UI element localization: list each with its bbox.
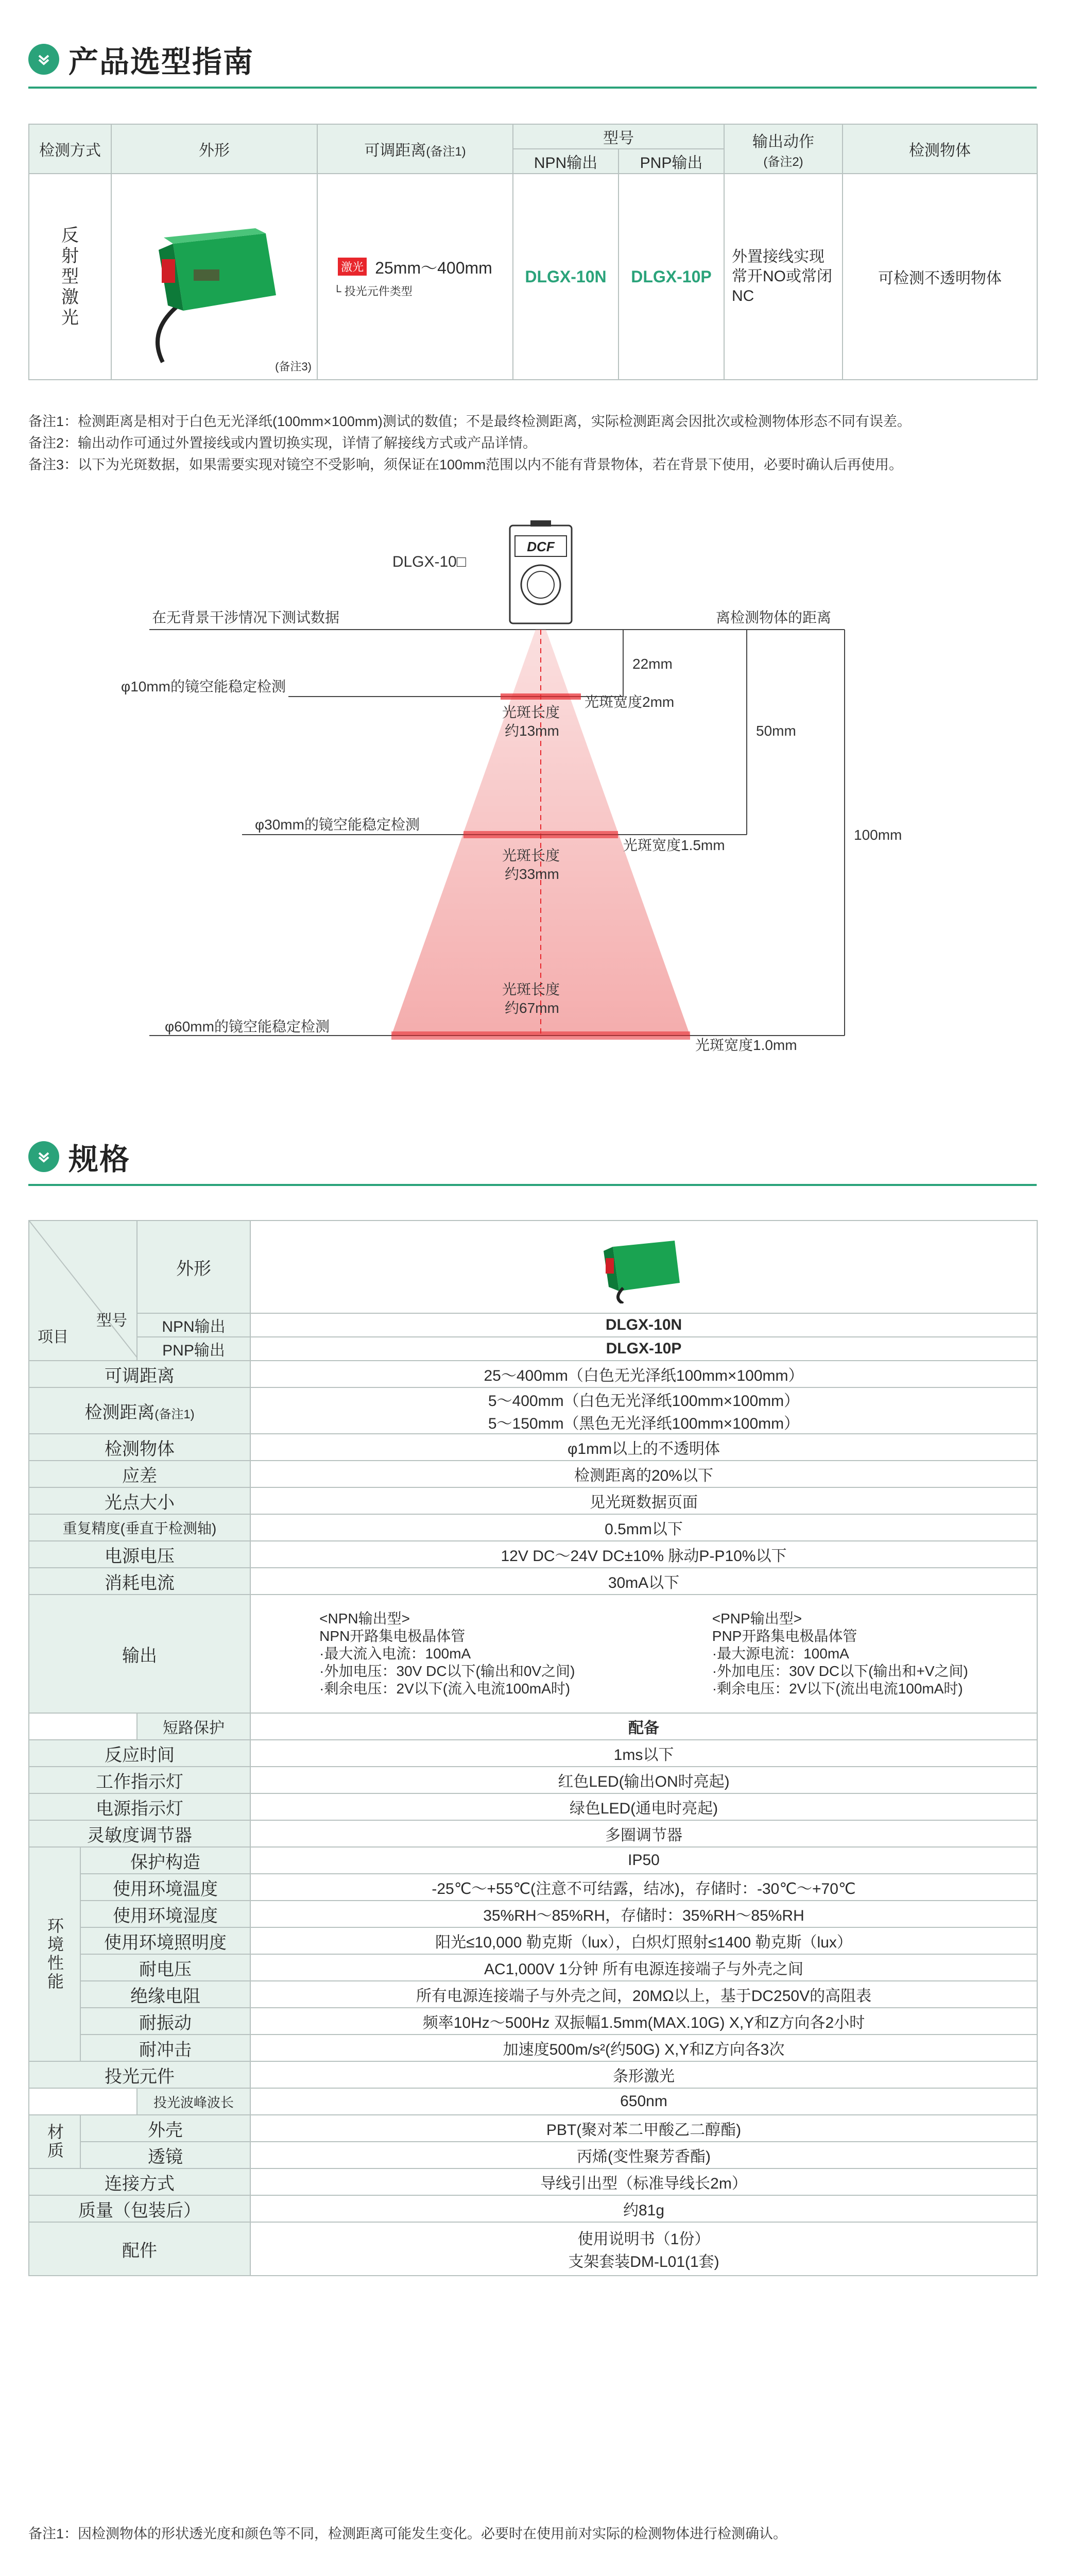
row-value: 25～400mm（白色无光泽纸100mm×100mm）	[250, 1361, 1037, 1387]
header-pnp: PNP输出	[619, 149, 724, 174]
row-label: 保护构造	[80, 1847, 250, 1874]
row-value: 30mA以下	[250, 1568, 1037, 1595]
row-label: 短路保护	[137, 1713, 250, 1740]
row-value: 1ms以下	[250, 1740, 1037, 1767]
row-label: 可调距离	[29, 1361, 250, 1387]
emitter-type: └ 投光元件类型	[333, 284, 413, 298]
row-label: 检测距离(备注1)	[29, 1387, 250, 1434]
row-label: 反应时间	[29, 1740, 250, 1767]
row-label: 使用环境温度	[80, 1874, 250, 1901]
dist-22: 22mm	[632, 656, 673, 672]
row-value: 配备	[250, 1713, 1037, 1740]
section-circuit-header	[28, 2573, 161, 2576]
pnp-model: DLGX-10P	[619, 174, 724, 380]
item-header: 项目 型号	[29, 1221, 137, 1361]
len3-label: 光斑长度	[502, 981, 560, 997]
header-model: 型号	[513, 124, 724, 149]
row-value: 35%RH～85%RH，存储时：35%RH～85%RH	[250, 1901, 1037, 1927]
width1: 光斑宽度2mm	[585, 694, 675, 710]
len2-value: 约33mm	[505, 866, 559, 882]
row-label: 耐振动	[80, 2008, 250, 2035]
row-value: 丙烯(变性聚芳香酯)	[250, 2142, 1037, 2168]
row-label: 电源电压	[29, 1541, 250, 1568]
row-label: 应差	[29, 1461, 250, 1487]
brand-logo: DCF	[527, 539, 555, 554]
spec-table	[28, 1220, 1038, 2276]
len1-label: 光斑长度	[502, 704, 560, 720]
divider	[28, 87, 1037, 89]
width2: 光斑宽度1.5mm	[623, 837, 725, 853]
header-method: 检测方式	[29, 124, 111, 174]
row-label: 质量（包装后）	[29, 2195, 250, 2222]
row-label: 配件	[29, 2222, 250, 2276]
row-value: 条形激光	[250, 2061, 1037, 2088]
row1-caption: φ10mm的镜空能稳定检测	[121, 679, 286, 694]
row-value: 约81g	[250, 2195, 1037, 2222]
chevron-down-icon	[28, 1141, 59, 1172]
row-value: 使用说明书（1份） 支架套装DM-L01(1套)	[250, 2222, 1037, 2276]
sensor-image	[116, 182, 312, 367]
row-label: 检测物体	[29, 1434, 250, 1461]
env-group-label: 环境性能	[29, 1847, 80, 2061]
width3: 光斑宽度1.0mm	[695, 1037, 797, 1053]
header-npn: NPN输出	[513, 149, 619, 174]
sensor-front	[510, 520, 572, 623]
section-title: 规格	[68, 1143, 131, 1176]
row-label: 绝缘电阻	[80, 1981, 250, 2008]
row-value: PBT(聚对苯二甲酸乙二醇酯)	[250, 2115, 1037, 2142]
output-value	[250, 1595, 1037, 1713]
pnp-label: PNP输出	[137, 1337, 250, 1361]
mat-group-label: 材质	[29, 2115, 80, 2168]
row-value: 0.5mm以下	[250, 1514, 1037, 1541]
spec-note: 备注1： 因检测物体的形状透光度和颜色等不同，检测距离可能发生变化。必要时在使用前对实际的检测物体进行检测确认。	[28, 2526, 787, 2541]
header-range: 可调距离(备注1)	[317, 124, 513, 174]
row-label: 耐冲击	[80, 2035, 250, 2061]
row-label: 投光元件	[29, 2061, 250, 2088]
header-action: 输出动作 (备注2)	[724, 124, 843, 174]
pnp-model: DLGX-10P	[250, 1337, 1037, 1361]
shape-label: 外形	[137, 1221, 250, 1313]
section-title: 产品选型指南	[68, 45, 254, 79]
npn-model: DLGX-10N	[513, 174, 619, 380]
shape-image	[250, 1221, 1037, 1313]
range-value: 25mm～400mm	[375, 258, 492, 277]
row-label: 灵敏度调节器	[29, 1820, 250, 1847]
row-label: 连接方式	[29, 2168, 250, 2195]
row-label: 外壳	[80, 2115, 250, 2142]
row-label: 重复精度(垂直于检测轴)	[29, 1514, 250, 1541]
row-value: φ1mm以上的不透明体	[250, 1434, 1037, 1461]
row3-caption: φ60mm的镜空能稳定检测	[165, 1019, 330, 1035]
row-label: 透镜	[80, 2142, 250, 2168]
laser-tag: 激光	[338, 258, 367, 276]
beam-left-caption: 在无背景干涉情况下测试数据	[152, 609, 340, 625]
row-value: IP50	[250, 1847, 1037, 1874]
npn-label: NPN输出	[137, 1313, 250, 1337]
row-value: 频率10Hz～500Hz 双振幅1.5mm(MAX.10G) X,Y和Z方向各2小时	[250, 2008, 1037, 2035]
section-selection-header	[28, 36, 254, 82]
method-cell: 反射型激光	[29, 174, 111, 380]
header-object: 检测物体	[843, 124, 1037, 174]
row-value: 650nm	[250, 2088, 1037, 2115]
row-value: 加速度500m/s²(约50G) X,Y和Z方向各3次	[250, 2035, 1037, 2061]
npn-model: DLGX-10N	[250, 1313, 1037, 1337]
output-pnp: <PNP输出型> PNP开路集电极晶体管 ·最大源电流：100mA ·外加电压：30V DC以下(输出和+V之间) ·剩余电压：2V以下(流出电流100mA时)	[712, 1611, 968, 1697]
row-value: 5～400mm（白色无光泽纸100mm×100mm） 5～150mm（黑色无光泽纸100mm×100mm）	[250, 1387, 1037, 1434]
row-label: 使用环境照明度	[80, 1927, 250, 1954]
divider	[28, 1184, 1037, 1186]
section-spec-header	[28, 1133, 130, 1180]
output-npn: <NPN输出型> NPN开路集电极晶体管 ·最大流入电流：100mA ·外加电压：30V DC以下(输出和0V之间) ·剩余电压：2V以下(流入电流100mA时)	[319, 1611, 575, 1697]
dist-100: 100mm	[854, 827, 902, 843]
object-cell: 可检测不透明物体	[843, 174, 1037, 380]
row-value: 绿色LED(通电时亮起)	[250, 1793, 1037, 1820]
row-value: -25℃～+55℃(注意不可结露，结冰)，存储时：-30℃～+70℃	[250, 1874, 1037, 1901]
chevron-down-icon	[28, 44, 59, 75]
row2-caption: φ30mm的镜空能稳定检测	[255, 817, 420, 833]
row-value: 红色LED(输出ON时亮起)	[250, 1767, 1037, 1793]
note3-ref: (备注3)	[275, 360, 312, 373]
row-label: 输出	[29, 1595, 250, 1713]
product-image-cell	[111, 174, 317, 380]
row-value: 多圈调节器	[250, 1820, 1037, 1847]
row-label: 投光波峰波长	[137, 2088, 250, 2115]
len3-value: 约67mm	[505, 1000, 559, 1016]
len1-value: 约13mm	[505, 723, 559, 739]
range-cell	[317, 174, 513, 380]
row-value: 见光斑数据页面	[250, 1487, 1037, 1514]
row-label: 光点大小	[29, 1487, 250, 1514]
len2-label: 光斑长度	[502, 848, 560, 863]
row-value: 导线引出型（标准导线长2m）	[250, 2168, 1037, 2195]
selection-table	[28, 124, 1038, 380]
beam-spot-diagram	[0, 505, 1065, 1097]
action-cell: 外置接线实现常开NO或常闭NC	[724, 174, 843, 380]
dist-50: 50mm	[756, 723, 796, 739]
row-value: 12V DC～24V DC±10% 脉动P-P10%以下	[250, 1541, 1037, 1568]
row-value: AC1,000V 1分钟 所有电源连接端子与外壳之间	[250, 1954, 1037, 1981]
row-label: 使用环境湿度	[80, 1901, 250, 1927]
model-label: DLGX-10□	[392, 553, 466, 570]
row-label: 消耗电流	[29, 1568, 250, 1595]
row-value: 所有电源连接端子与外壳之间，20MΩ以上，基于DC250V的高阻表	[250, 1981, 1037, 2008]
row-value: 阳光≤10,000 勒克斯（lux），白炽灯照射≤1400 勒克斯（lux）	[250, 1927, 1037, 1954]
header-shape: 外形	[111, 124, 317, 174]
row-label: 电源指示灯	[29, 1793, 250, 1820]
guide-notes: 备注1： 检测距离是相对于白色无光泽纸(100mm×100mm)测试的数值；不是最终检测距离，实际检测距离会因批次或检测物体形态不同有误差。 备注2： 输出动作可通过外置接线或内置切换实现，详情了解接线方式或产品详情。 备注3： 以下为光斑数据，如果需要实现对镜空不受影响，须保证在100mm范围以内不能有背景物体，若在背景下使用，必要时确认后再使用。	[28, 414, 911, 472]
row-value: 检测距离的20%以下	[250, 1461, 1037, 1487]
row-label: 工作指示灯	[29, 1767, 250, 1793]
row-label: 耐电压	[80, 1954, 250, 1981]
beam-right-caption: 离检测物体的距离	[716, 609, 832, 625]
